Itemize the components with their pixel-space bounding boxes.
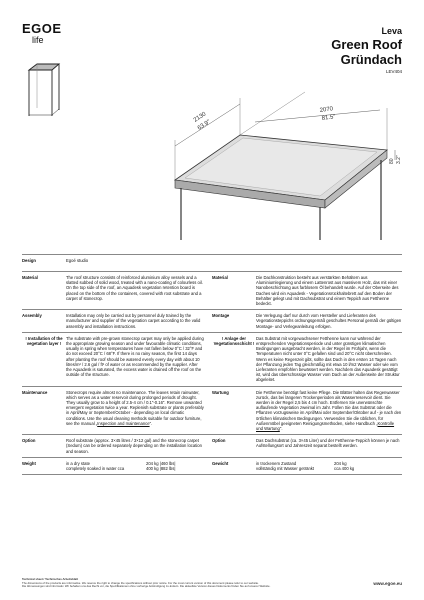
spec-table (22, 254, 402, 475)
row-text-en: Roof substrate (approx. 3×45 litres / 3×12 gal) and the stonecrop carpet (Sedum) can be ordered separately depending on the installation location and season. (66, 438, 202, 454)
maintenance-text: Stonecrops require almost no maintenance. The leaves retain rainwater, which serves as a water reservoir during prolonged periods of drought. They usually grow to a height of 2.5-4 cm / 0.1"-0.16". Remove unwanted emergent vegetation twice a year. Replenish substrate or plants preferably in April/May or September/October - depending on local climatic conditions. Use the usual cleaning methods suitable for outdoor furniture, see the manual „ (66, 389, 204, 426)
footer-disclaimer-de: Die Abmessungen sind informativ. Wir behalten uns das Recht vor, die Spezifikationen ohne vorherige Ankündigung zu ändern. Die aktuellste Version dieses Dokuments finden Sie auf unserer Website. (22, 584, 271, 589)
row-text-en: Installation may only be carried out by personnel duly trained by the manufacturer and supplier of the vegetation carpet according to the valid assembly and installation instructions. (66, 313, 201, 329)
maintenance-text-de-end: ". (279, 426, 283, 432)
spec-row-maintenance (22, 386, 402, 435)
row-text-en (66, 461, 208, 471)
footer (22, 578, 402, 589)
product-code: LEV404 (385, 69, 402, 74)
dim-height-mm: 80 (389, 158, 395, 164)
manual-link-en[interactable]: Inspection and maintenance (97, 420, 150, 426)
spec-row-material (22, 271, 402, 309)
row-label-de: Montage (212, 313, 230, 319)
row-label-de: Option (212, 438, 226, 444)
dim-depth-mm: 2130 (192, 111, 208, 124)
row-label-de: Gewicht (212, 460, 229, 466)
dim-width-in: 81.5" (321, 114, 336, 122)
product-brand: Leva (381, 26, 402, 36)
row-text-de: Das Substrat mit vorgewachsener Fetthenne kann nur während der entsprechenden Vegetationsperiode und unter günstigen klimatischen Bedingungen ausgebracht werden, in der Regel im Frühjahr, wenn die Temperaturen nicht unter 0°C gefallen sind und 20°C nicht überschreiten. Wenn es keine Regenzeit gibt, sollte das Dach in den ersten 14 Tagen nach der Pflanzung jeden Tag gleichmäßig mit etwa 10 l/m2 Wasser oder wie vom Lieferanten empfohlen bewässert werden. Nachdem das Aquadesk gesättigt ist, wird das überschüssige Wasser vom Dach an der Außenseite der Struktur abgeleitet. (256, 335, 400, 383)
dim-width-mm: 2070 (319, 106, 334, 114)
row-text-de (256, 390, 402, 432)
spec-row-weight (22, 457, 402, 475)
logo (22, 22, 62, 45)
row-label: Material (22, 275, 38, 280)
website-link[interactable]: www.egoe.eu (373, 581, 402, 586)
row-text-en: The roof structure consists of reinforced aluminium alloy vessels and a slatted subbed of solid wood, treated with a nano-coating of colourless oil. On the top side of the roof, an Aquadesk vegetation retention board is placed on the bottom of the containers, covered with root substrate and a carpet of stonecrop. (66, 275, 203, 301)
manual-link-de[interactable]: Kontrolle und Wartung (256, 420, 395, 432)
spec-row-option (22, 434, 402, 457)
footer-disclaimer-en: The dimensions of the products are informative. We reserve the right to change the specifications without prior notice. For the most current version of this document please refer to our website. (22, 580, 259, 585)
row-label: Design (22, 258, 36, 263)
technical-drawing (155, 80, 405, 240)
product-name-en: Green Roof (331, 37, 402, 52)
dim-height-in: 3.2" (396, 155, 402, 164)
row-text-en (66, 390, 208, 432)
gewicht-dry-value: 204 kg (334, 460, 347, 466)
weight-wet-label: completely soaked in water cca (66, 466, 125, 472)
gewicht-dry-label: in trockenem Zustand (256, 460, 297, 466)
row-label: Weight (22, 460, 36, 466)
logo-line2: life (32, 35, 44, 45)
row-text-en: The substrate with pre-grown stonecrop carpet may only be applied during the appropriate growing season and under favourable climatic conditions, usually in spring when temperatures have not fallen below 0°C / 32°F and do not exceed 20°C / 68°F. If there is no rainy season, the first 14 days after planting the roof should be watered evenly every day with about 10 litres/m² / 2.6 gal / ft² of water or as recommended by the supplier. After the Aquadesk is saturated, the excess water is drained off the roof on the outside of the structure. (66, 335, 204, 378)
product-name-de: Gründach (340, 52, 402, 67)
weight-dry-value: 204 kg |460 lbs| (146, 460, 176, 466)
row-text-de (256, 461, 402, 471)
row-label-de: ! Anlage der Vegetationsschicht ! (213, 335, 255, 347)
product-title (331, 26, 402, 77)
row-text-de: Die Verlegung darf nur durch vom Hersteller und Lieferanten des Vegetationsteppichs ordnungsgemäß geschultes Personal gemäß der gültigen Montage- und Verlegeanleitung erfolgen. (256, 313, 402, 329)
weight-dry-label: in a dry state (66, 460, 90, 466)
row-text-de: Die Dachkonstruktion besteht aus verstärkten Behältern aus Aluminiumlegierung und einem Lattenrost aus massivem Holz, das mit einer Nanobeschichtung aus farblosem Öl behandelt wurde. Auf der Oberseite des Daches wird ein Aquadesk - Vegetationsrückhaltebrett auf den Boden der Behälter gelegt und mit Dachsubstrat und einem Teppich aus Fetthenne bedeckt. (256, 275, 399, 307)
dim-depth-in: 63.9" (196, 119, 212, 132)
row-label-de: Wartung (212, 389, 229, 395)
footer-title: Technical sheet / Technisches Arbeitsblatt (22, 577, 79, 581)
spec-row-design (22, 254, 402, 271)
row-label: ! Installation of the vegetation layer ! (25, 335, 63, 347)
logo-line1: EGOE (22, 21, 62, 36)
row-label: Option (22, 438, 36, 444)
row-text-en: Egoé studio (66, 258, 89, 263)
row-label-de: Material (212, 275, 228, 280)
weight-wet-value: 400 kg |882 lbs| (146, 466, 176, 472)
row-label: Maintenance (22, 389, 48, 395)
gewicht-wet-value: cca 400 kg (334, 466, 355, 472)
row-label: Assembly (22, 313, 42, 319)
maintenance-text-end: ". (149, 420, 153, 426)
product-thumbnail (24, 58, 64, 120)
gewicht-wet-label: vollständig mit Wasser getränkt (256, 466, 315, 472)
spec-row-installation (22, 332, 402, 386)
spec-row-assembly (22, 309, 402, 332)
maintenance-text-de: Die Fetthenne benötigt fast keine Pflege. Die Blätter halten das Regenwasser zurück, das bei längeren Trockenperioden als Wasserreservoir dient. Sie werden in der Regel 2,5 bis 4 cm hoch. Entfernen Sie unerwünschte auflaufende Vegetation zweimal im Jahr. Füllen Sie das Substrat oder die Pflanzen vorzugsweise im April/Mai oder September/Oktober auf - je nach den örtlichen klimatischen Bedingungen. Verwenden Sie die üblichen, für Außenmöbel geeigneten Reinigungsmethoden, siehe Handbuch „ (256, 389, 402, 426)
row-text-de: Das Dachsubstrat (ca. 3×45 Liter) und der Fetthenne-Teppich können je nach Aufstellungsort und Jahreszeit separat bestellt werden. (256, 438, 400, 449)
